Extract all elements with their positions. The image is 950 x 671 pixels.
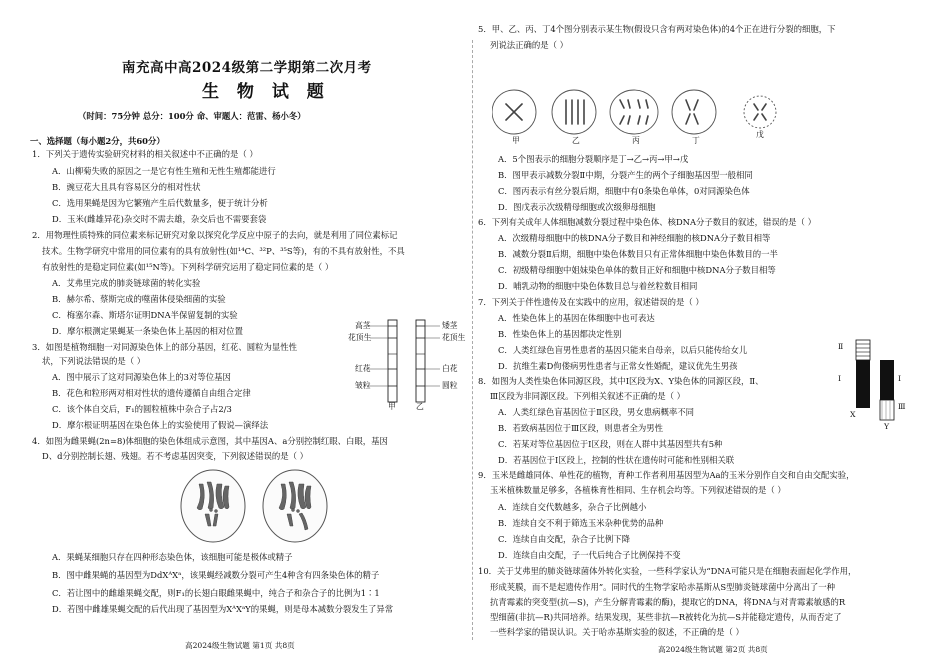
q2-stem-2: 技术。生物学研究中常用的同位素有的具有放射性(如¹⁴C、³²P、³⁵S等)，有的不具有放射性，不具 (42, 246, 405, 256)
right-page (478, 0, 922, 671)
q1-option-d: D．玉米(雌雄异花)杂交时不需去雄，杂交后也不需要套袋 (52, 214, 267, 224)
q5-option-c: C．图丙表示有丝分裂后期，细胞中有0条染色单体，0对同源染色体 (498, 186, 750, 196)
fig3-label-top-flower-left: 花顶生 (348, 333, 372, 342)
q7-option-b: B．性染色体上的基因都决定性别 (498, 329, 622, 339)
q6-option-a: A．次级精母细胞中的核DNA分子数目和神经细胞的核DNA分子数目相等 (498, 233, 771, 243)
q7-option-c: C．人类红绿色盲男性患者的基因只能来自母亲，以后只能传给女儿 (498, 345, 748, 355)
q2-stem-1: 2．用物理性质特殊的同位素来标记研究对象以探究化学反应中原子的去向，就是利用了同位素标记 (32, 230, 398, 240)
fig8-label-y: Y (884, 422, 890, 431)
q8-stem-1: 8．如图为人类性染色体同源区段，其中Ⅰ区段为X、Y染色体的同源区段，Ⅱ、 (478, 376, 764, 386)
q1-option-a: A．山柳菊失败的原因之一是它有性生殖和无性生殖都能进行 (52, 166, 276, 176)
q4-option-c: C．若让图中的雌雄果蝇交配，则F₁的长翅白眼雌果蝇中，纯合子和杂合子的比例为1∶1 (52, 588, 380, 598)
footer-left: 高2024级生物试题 第1页 共8页 (185, 641, 295, 650)
fig5-label-yi: 乙 (572, 136, 580, 145)
y-chromosome (880, 360, 894, 420)
q3-option-c: C．该个体自交后，F₁的圆粒植株中杂合子占2/3 (52, 404, 232, 414)
q3-option-a: A．图中展示了这对同源染色体上的3对等位基因 (52, 372, 231, 382)
fig3-caption-jia: 甲 (388, 402, 396, 411)
fig5-label-wu: 戊 (756, 130, 764, 139)
q6-option-b: B．减数分裂Ⅱ后期，细胞中染色体数目只有正常体细胞中染色体数目的一半 (498, 249, 778, 259)
q8-option-c: C．若某对等位基因位于Ⅰ区段，则在人群中其基因型共有5种 (498, 439, 723, 449)
q10-stem-3: 抗青霉素的突变型(抗—S)，产生分解青霉素的酶)，提取它的DNA，将DNA与对青霉素敏感的R (490, 597, 846, 607)
exam-title: 南充高中高2024级第二学期第二次月考 (122, 60, 372, 76)
q10-stem-4: 型细菌(非抗—R)共同培养。结果发现，某些非抗—R被转化为抗—S并能稳定遗传，从而否定了 (490, 612, 842, 622)
fig3-label-tall: 高茎 (355, 321, 371, 330)
q5-stem-2: 列说法正确的是（ ） (490, 40, 569, 50)
q10-stem-5: 一些科学家的错误认识。关于哈赤基斯实验的叙述，不正确的是（ ） (490, 627, 744, 637)
q2-option-a: A．艾弗里完成的肺炎链球菌的转化实验 (52, 278, 201, 288)
q2-option-c: C．梅塞尔森、斯塔尔证明DNA半保留复制的实验 (52, 310, 238, 320)
q4-option-a: A．果蝇某细胞只存在四种形态染色体，该细胞可能是极体或精子 (52, 552, 293, 562)
footer-right: 高2024级生物试题 第2页 共8页 (658, 645, 768, 654)
fig3-label-red: 红花 (355, 364, 371, 373)
q3-option-b: B．花色和粒形两对相对性状的遗传遵循自由组合定律 (52, 388, 251, 398)
q6-stem: 6．下列有关成年人体细胞减数分裂过程中染色体、核DNA分子数目的叙述，错误的是（ ） (478, 217, 816, 227)
q1-option-c: C．选用果蝇是因为它繁殖产生后代数量多，便于统计分析 (52, 198, 268, 208)
q3-stem-2: 状，下列说法错误的是（ ） (42, 356, 146, 366)
q2-stem-3: 有放射性的是稳定同位素(如¹⁵N等)。下列科学研究运用了稳定同位素的是（ ） (42, 262, 334, 272)
q4-stem-2: D、d分别控制长翅、残翅。若不考虑基因突变，下列叙述错误的是（ ） (42, 451, 308, 461)
x-chromosome (856, 340, 870, 408)
chromosome-yi (416, 320, 425, 402)
q4-stem-1: 4．如图为雌果蝇(2n=8)体细胞的染色体组成示意图，其中基因A、a分别控制红眼、白眼，基因 (32, 436, 388, 446)
q9-stem-1: 9．玉米是雌雄同体、单性花的植物，育种工作者利用基因型为Aa的玉米分别作自交和自由交配实验， (478, 470, 855, 480)
left-page (30, 0, 466, 671)
q5-option-a: A．5个图表示的细胞分裂顺序是丁→乙→丙→甲→戊 (498, 154, 689, 164)
subject-title: 生 物 试 题 (202, 82, 330, 102)
q7-option-d: D．抗维生素D佝偻病男性患者与正常女性婚配，建议优先生男孩 (498, 361, 738, 371)
q2-option-d: D．摩尔根测定果蝇某一条染色体上基因的相对位置 (52, 326, 243, 336)
q4-karyotype-figure (175, 466, 335, 546)
chromosome-jia (388, 320, 397, 402)
fig3-label-top-flower-right: 花顶生 (442, 333, 466, 342)
q7-option-a: A．性染色体上的基因在体细胞中也可表达 (498, 313, 655, 323)
fig3-label-round: 圆粒 (442, 381, 458, 390)
fig8-label-region-3: Ⅲ (898, 402, 906, 411)
q5-option-b: B．图甲表示减数分裂Ⅱ中期，分裂产生的两个子细胞基因型一般相同 (498, 170, 753, 180)
q3-option-d: D．摩尔根证明基因在染色体上的实验使用了假说—演绎法 (52, 420, 269, 430)
q8-option-a: A．人类红绿色盲基因位于Ⅱ区段，男女患病概率不同 (498, 407, 694, 417)
fig3-caption-yi: 乙 (416, 402, 424, 411)
q9-option-a: A．连续自交代数越多，杂合子比例越小 (498, 502, 647, 512)
cell-yi (552, 90, 596, 134)
fig3-label-white: 白花 (442, 364, 458, 373)
cell-wu (744, 96, 776, 128)
fig5-label-ding: 丁 (692, 136, 700, 145)
column-divider (472, 40, 473, 640)
q9-stem-2: 玉米植株数量足够多，各植株育性相同、生存机会均等。下列叙述错误的是（ ） (490, 485, 786, 495)
q6-option-c: C．初级精母细胞中姐妹染色单体的数目正好和细胞中核DNA分子数目相等 (498, 265, 776, 275)
fig5-label-jia: 甲 (512, 136, 520, 145)
q8-option-b: B．若致病基因位于Ⅲ区段，则患者全为男性 (498, 423, 663, 433)
q6-option-d: D．哺乳动物的细胞中染色体数目总与着丝粒数目相同 (498, 281, 698, 291)
cell-ding (672, 90, 716, 134)
q10-stem-1: 10．关于艾弗里的肺炎链球菌体外转化实验，一些科学家认为“DNA可能只是在细胞表面起化学作用， (478, 566, 857, 576)
fig8-label-region-2: Ⅱ (838, 342, 844, 351)
fig8-label-region-1-right: Ⅰ (898, 374, 902, 383)
fig8-label-x: X (850, 410, 856, 419)
q7-stem: 7．下列关于伴性遗传及在实践中的应用，叙述错误的是（ ） (478, 297, 704, 307)
section-heading: 一、选择题（每小题2分，共60分） (30, 136, 165, 146)
q5-option-d: D．图戊表示次级精母细胞或次级卵母细胞 (498, 202, 656, 212)
q8-option-d: D．若基因位于Ⅰ区段上，控制的性状在遗传时可能和性别相关联 (498, 455, 735, 465)
q9-option-d: D．连续自由交配，子一代后纯合子比例保持不变 (498, 550, 681, 560)
q9-option-c: C．连续自由交配，杂合子比例下降 (498, 534, 631, 544)
q5-stem-1: 5．甲、乙、丙、丁4个图分别表示某生物(假设只含有两对染色体)的4个正在进行分裂的细胞，下 (478, 24, 836, 34)
fig8-label-region-1-left: Ⅰ (838, 374, 842, 383)
fig5-label-bing: 丙 (632, 136, 640, 145)
q9-option-b: B．连续自交不利于筛选玉米杂种优势的品种 (498, 518, 664, 528)
q5-cell-division-figure (492, 86, 792, 156)
q4-option-d: D．若图中雌雄果蝇交配的后代出现了基因型为XᴬXᵃY的果蝇，则是母本减数分裂发生了异常 (52, 604, 394, 614)
fig3-label-short: 矮茎 (442, 321, 458, 330)
cell-bing (610, 90, 658, 134)
q1-option-b: B．豌豆花大且具有容易区分的相对性状 (52, 182, 201, 192)
q4-option-b: B．图中雌果蝇的基因型为DdXᴬXᵃ，该果蝇经减数分裂可产生4种含有四条染色体的精子 (52, 570, 380, 580)
exam-meta: （时间：75分钟 总分：100分 命、审题人：范雷、杨小冬） (78, 111, 306, 121)
fig3-label-wrinkled: 皱粒 (355, 381, 371, 390)
q3-stem-1: 3．如图是植物细胞一对同源染色体上的部分基因，红花、圆粒为显性性 (32, 342, 297, 352)
q1-stem: 1．下列关于遗传实验研究材料的相关叙述中不正确的是（ ） (32, 149, 258, 159)
q10-stem-2: 形成荚膜，而不是起遗传作用”。同时代的生物学家哈赤基斯从S型肺炎链球菌中分离出了一种 (490, 582, 836, 592)
q8-stem-2: Ⅲ区段为非同源区段。下列相关叙述不正确的是（ ） (490, 391, 685, 401)
q2-option-b: B．赫尔希、蔡斯完成的噬菌体侵染细菌的实验 (52, 294, 226, 304)
